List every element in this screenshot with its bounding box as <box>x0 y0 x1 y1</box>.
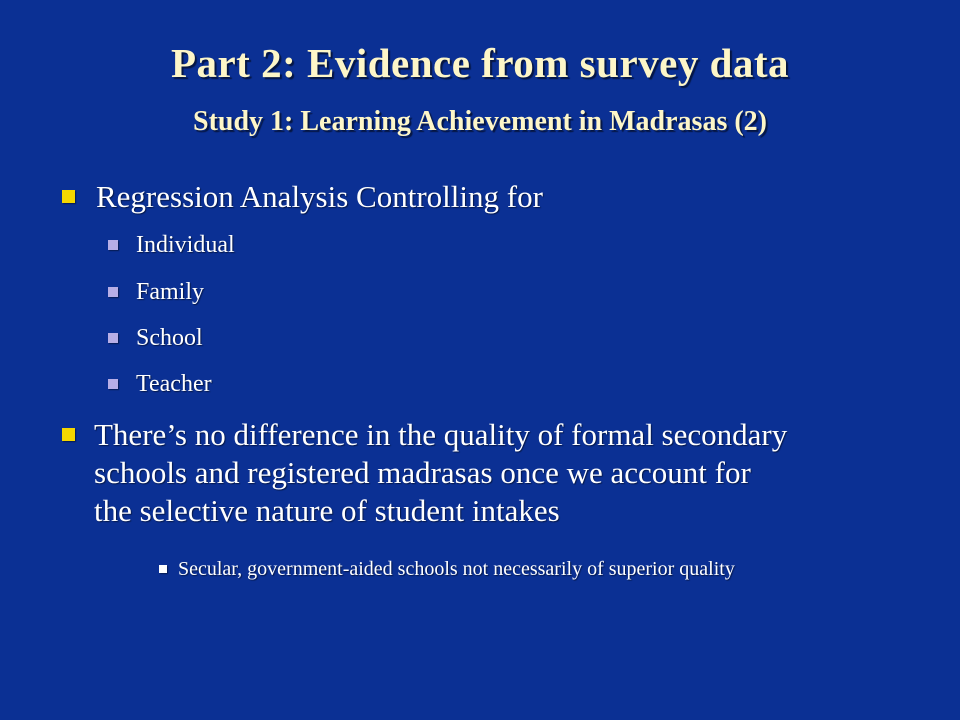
slide-subtitle: Study 1: Learning Achievement in Madrasas (2) <box>193 106 767 137</box>
square-bullet-icon <box>62 428 75 441</box>
bullet-text <box>94 416 787 530</box>
bullet-text: Regression Analysis Controlling for <box>96 179 543 214</box>
square-bullet-icon <box>108 379 118 389</box>
sub-sub-bullet-text: Secular, government-aided schools not necessarily of superior quality <box>178 558 735 580</box>
slide-title: Part 2: Evidence from survey data <box>170 40 790 86</box>
square-bullet-icon <box>159 565 167 573</box>
square-bullet-icon <box>108 240 118 250</box>
sub-bullet-text: Family <box>136 279 205 305</box>
bullet-text-line: schools and registered madrasas once we account for <box>94 455 751 490</box>
square-bullet-icon <box>62 190 75 203</box>
sub-bullet-text: Teacher <box>136 371 212 397</box>
sub-bullet-text: Individual <box>136 232 235 258</box>
square-bullet-icon <box>108 287 118 297</box>
square-bullet-icon <box>108 333 118 343</box>
bullet-text-line: the selective nature of student intakes <box>94 493 560 528</box>
bullet-text-line: There’s no difference in the quality of formal secondary <box>94 417 788 452</box>
sub-bullet-text: School <box>136 325 203 351</box>
